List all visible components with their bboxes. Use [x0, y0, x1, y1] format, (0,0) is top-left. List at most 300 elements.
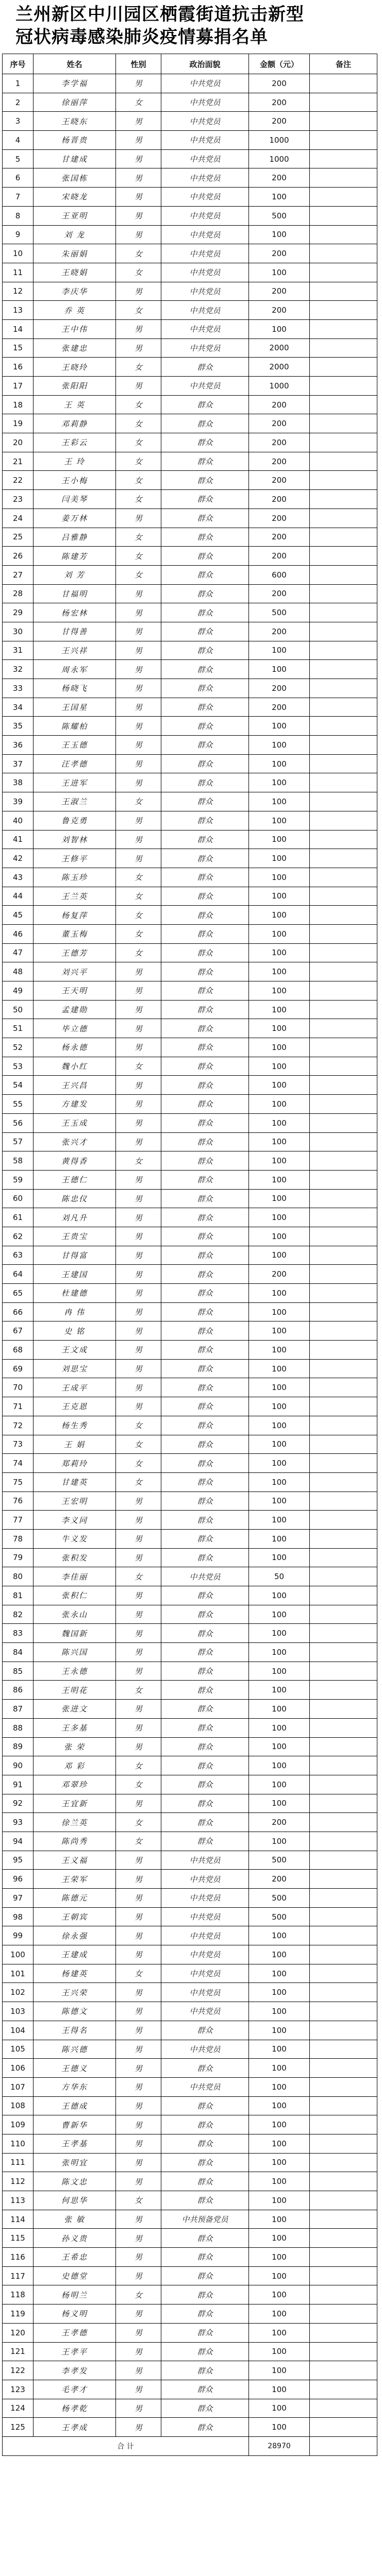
- row-index: 48: [3, 962, 34, 981]
- donation-amount: 100: [249, 1794, 310, 1813]
- remark: [310, 263, 377, 282]
- donor-name: 毛孝才: [34, 2380, 116, 2399]
- donation-amount: 200: [249, 452, 310, 471]
- donation-amount: 100: [249, 1019, 310, 1038]
- donor-gender: 男: [116, 981, 161, 1001]
- remark: [310, 1454, 377, 1473]
- political-status: 群众: [161, 736, 249, 755]
- donor-name: 陈德元: [34, 1889, 116, 1908]
- donor-name: 王多基: [34, 1718, 116, 1737]
- donor-gender: 男: [116, 2002, 161, 2021]
- donation-amount: 200: [249, 433, 310, 452]
- political-status: 群众: [161, 1775, 249, 1794]
- row-index: 71: [3, 1397, 34, 1416]
- political-status: 群众: [161, 2172, 249, 2191]
- political-status: 群众: [161, 962, 249, 981]
- political-status: 群众: [161, 1435, 249, 1454]
- table-row: [3, 2266, 377, 2285]
- row-index: 112: [3, 2172, 34, 2191]
- donation-amount: 100: [249, 1832, 310, 1851]
- row-index: 11: [3, 263, 34, 282]
- donor-name: 李孝发: [34, 2361, 116, 2380]
- row-index: 59: [3, 1170, 34, 1189]
- political-status: 中共党员: [161, 338, 249, 358]
- political-status: 中共党员: [161, 168, 249, 188]
- row-index: 28: [3, 584, 34, 603]
- table-row: [3, 906, 377, 925]
- table-row: [3, 792, 377, 811]
- donation-amount: 100: [249, 2040, 310, 2059]
- donor-name: 张 荣: [34, 1737, 116, 1756]
- political-status: 中共党员: [161, 131, 249, 150]
- donation-amount: 200: [249, 490, 310, 509]
- donation-amount: 100: [249, 2021, 310, 2040]
- row-index: 26: [3, 547, 34, 566]
- donor-gender: 男: [116, 1265, 161, 1284]
- remark: [310, 603, 377, 622]
- row-index: 17: [3, 377, 34, 396]
- donation-amount: 100: [249, 2229, 310, 2248]
- donor-gender: 女: [116, 1567, 161, 1586]
- donation-amount: 100: [249, 2266, 310, 2285]
- row-index: 121: [3, 2342, 34, 2361]
- donor-name: 甘得富: [34, 1246, 116, 1265]
- table-row: [3, 1284, 377, 1303]
- donation-amount: 200: [249, 584, 310, 603]
- table-row: [3, 1700, 377, 1719]
- table-row: [3, 1265, 377, 1284]
- donor-gender: 男: [116, 1870, 161, 1889]
- table-row: [3, 943, 377, 962]
- remark: [310, 1870, 377, 1889]
- remark: [310, 584, 377, 603]
- row-index: 82: [3, 1605, 34, 1624]
- donor-name: 王义福: [34, 1851, 116, 1870]
- political-status: 群众: [161, 1397, 249, 1416]
- political-status: 中共党员: [161, 263, 249, 282]
- donor-name: 王兰英: [34, 887, 116, 906]
- donation-amount: 100: [249, 1775, 310, 1794]
- political-status: 群众: [161, 1529, 249, 1548]
- remark: [310, 547, 377, 566]
- donor-gender: 男: [116, 1038, 161, 1057]
- remark: [310, 1700, 377, 1719]
- table-row: [3, 811, 377, 830]
- political-status: 群众: [161, 2229, 249, 2248]
- row-index: 53: [3, 1057, 34, 1076]
- table-row: [3, 2002, 377, 2021]
- donor-name: 陈耀柏: [34, 717, 116, 736]
- donor-name: 乔 英: [34, 301, 116, 320]
- table-row: [3, 2229, 377, 2248]
- remark: [310, 1586, 377, 1605]
- table-row: [3, 471, 377, 490]
- donor-gender: 男: [116, 206, 161, 225]
- political-status: 群众: [161, 395, 249, 414]
- remark: [310, 395, 377, 414]
- table-row: [3, 2210, 377, 2229]
- political-status: 群众: [161, 2304, 249, 2324]
- donor-gender: 男: [116, 622, 161, 641]
- row-index: 60: [3, 1189, 34, 1208]
- remark: [310, 698, 377, 717]
- political-status: 群众: [161, 906, 249, 925]
- donor-name: 何思华: [34, 2191, 116, 2210]
- donor-gender: 女: [116, 471, 161, 490]
- donation-amount: 100: [249, 2285, 310, 2304]
- row-index: 9: [3, 225, 34, 244]
- donor-gender: 男: [116, 377, 161, 396]
- donor-name: 王德芳: [34, 943, 116, 962]
- table-row: [3, 924, 377, 943]
- donation-amount: 100: [249, 1700, 310, 1719]
- political-status: 群众: [161, 528, 249, 547]
- row-index: 87: [3, 1700, 34, 1719]
- table-row: [3, 263, 377, 282]
- donor-name: 王小梅: [34, 471, 116, 490]
- remark: [310, 1057, 377, 1076]
- donation-amount: 100: [249, 1208, 310, 1227]
- donation-amount: 100: [249, 2002, 310, 2021]
- table-row: [3, 1926, 377, 1945]
- title-line-2: 冠状病毒感染肺炎疫情募捐名单: [15, 27, 268, 47]
- table-row: [3, 1038, 377, 1057]
- row-index: 102: [3, 1983, 34, 2002]
- table-row: [3, 1151, 377, 1171]
- table-row: [3, 830, 377, 849]
- remark: [310, 565, 377, 584]
- remark: [310, 2059, 377, 2078]
- donor-name: 王荣军: [34, 1870, 116, 1889]
- political-status: 中共预备党员: [161, 2210, 249, 2229]
- political-status: 群众: [161, 717, 249, 736]
- donor-name: 曹新华: [34, 2115, 116, 2134]
- remark: [310, 1567, 377, 1586]
- remark: [310, 2191, 377, 2210]
- table-row: [3, 1095, 377, 1114]
- donor-name: 王宏明: [34, 1492, 116, 1511]
- remark: [310, 1246, 377, 1265]
- donor-gender: 男: [116, 1341, 161, 1360]
- donor-gender: 女: [116, 2191, 161, 2210]
- donor-name: 刘智林: [34, 830, 116, 849]
- donation-amount: 1000: [249, 377, 310, 396]
- donor-gender: 男: [116, 1983, 161, 2002]
- political-status: 群众: [161, 868, 249, 887]
- donor-name: 王晓玲: [34, 358, 116, 377]
- remark: [310, 149, 377, 168]
- donor-gender: 女: [116, 1416, 161, 1435]
- donor-name: 王玉成: [34, 1113, 116, 1132]
- donation-amount: 100: [249, 1926, 310, 1945]
- remark: [310, 2229, 377, 2248]
- table-row: [3, 93, 377, 112]
- donor-gender: 男: [116, 2248, 161, 2267]
- row-index: 25: [3, 528, 34, 547]
- donation-table: [2, 54, 377, 2456]
- row-index: 107: [3, 2077, 34, 2096]
- remark: [310, 830, 377, 849]
- table-row: [3, 1302, 377, 1321]
- remark: [310, 1775, 377, 1794]
- row-index: 47: [3, 943, 34, 962]
- remark: [310, 1038, 377, 1057]
- political-status: 群众: [161, 773, 249, 792]
- table-row: [3, 1643, 377, 1662]
- header-row: [3, 54, 377, 74]
- political-status: 中共党员: [161, 282, 249, 301]
- donor-gender: 男: [116, 1794, 161, 1813]
- political-status: 中共党员: [161, 2077, 249, 2096]
- table-row: [3, 2361, 377, 2380]
- donation-amount: 100: [249, 225, 310, 244]
- table-row: [3, 717, 377, 736]
- row-index: 23: [3, 490, 34, 509]
- row-index: 66: [3, 1302, 34, 1321]
- donor-gender: 男: [116, 736, 161, 755]
- table-row: [3, 773, 377, 792]
- table-row: [3, 2096, 377, 2115]
- donor-gender: 男: [116, 1492, 161, 1511]
- remark: [310, 433, 377, 452]
- political-status: 群众: [161, 1718, 249, 1737]
- political-status: 群众: [161, 1624, 249, 1643]
- political-status: 群众: [161, 1700, 249, 1719]
- row-index: 12: [3, 282, 34, 301]
- donation-amount: 100: [249, 924, 310, 943]
- donation-amount: 200: [249, 679, 310, 698]
- row-index: 35: [3, 717, 34, 736]
- donor-gender: 女: [116, 490, 161, 509]
- political-status: 群众: [161, 1643, 249, 1662]
- remark: [310, 1737, 377, 1756]
- political-status: 群众: [161, 924, 249, 943]
- donor-gender: 男: [116, 1132, 161, 1151]
- remark: [310, 225, 377, 244]
- table-row: [3, 338, 377, 358]
- row-index: 70: [3, 1378, 34, 1397]
- remark: [310, 414, 377, 433]
- donation-amount: 100: [249, 2134, 310, 2153]
- table-row: [3, 2304, 377, 2324]
- remark: [310, 1889, 377, 1908]
- row-index: 5: [3, 149, 34, 168]
- donor-name: 李佳丽: [34, 1567, 116, 1586]
- donation-amount: 200: [249, 414, 310, 433]
- donation-amount: 200: [249, 528, 310, 547]
- row-index: 89: [3, 1737, 34, 1756]
- table-row: [3, 1472, 377, 1492]
- donation-amount: 100: [249, 1189, 310, 1208]
- donor-name: 孙义贵: [34, 2229, 116, 2248]
- donor-gender: 女: [116, 868, 161, 887]
- donor-name: 王德仁: [34, 1170, 116, 1189]
- row-index: 63: [3, 1246, 34, 1265]
- donor-name: 杨宏林: [34, 603, 116, 622]
- donor-name: 王国星: [34, 698, 116, 717]
- donor-gender: 女: [116, 943, 161, 962]
- donation-amount: 100: [249, 1624, 310, 1643]
- remark: [310, 1000, 377, 1019]
- donation-amount: 100: [249, 1057, 310, 1076]
- donation-amount: 200: [249, 509, 310, 528]
- table-row: [3, 1907, 377, 1926]
- table-row: [3, 1775, 377, 1794]
- donation-amount: 100: [249, 943, 310, 962]
- row-index: 4: [3, 131, 34, 150]
- remark: [310, 924, 377, 943]
- row-index: 84: [3, 1643, 34, 1662]
- donation-amount: 100: [249, 962, 310, 981]
- political-status: 群众: [161, 565, 249, 584]
- table-row: [3, 1057, 377, 1076]
- row-index: 41: [3, 830, 34, 849]
- donor-name: 史 铭: [34, 1321, 116, 1341]
- row-index: 8: [3, 206, 34, 225]
- donor-name: 张建忠: [34, 338, 116, 358]
- row-index: 105: [3, 2040, 34, 2059]
- political-status: 群众: [161, 1492, 249, 1511]
- table-row: [3, 1359, 377, 1378]
- donor-gender: 女: [116, 301, 161, 320]
- donor-gender: 女: [116, 93, 161, 112]
- donation-amount: 1000: [249, 149, 310, 168]
- row-index: 2: [3, 93, 34, 112]
- table-row: [3, 1227, 377, 1246]
- remark: [310, 1095, 377, 1114]
- donor-gender: 男: [116, 2380, 161, 2399]
- table-row: [3, 1794, 377, 1813]
- political-status: 群众: [161, 1378, 249, 1397]
- donor-name: 王永德: [34, 1662, 116, 1681]
- donor-name: 李义同: [34, 1511, 116, 1530]
- row-index: 106: [3, 2059, 34, 2078]
- row-index: 117: [3, 2266, 34, 2285]
- remark: [310, 792, 377, 811]
- political-status: 群众: [161, 2191, 249, 2210]
- row-index: 111: [3, 2153, 34, 2172]
- donor-gender: 男: [116, 1624, 161, 1643]
- row-index: 123: [3, 2380, 34, 2399]
- donor-gender: 男: [116, 641, 161, 660]
- remark: [310, 1813, 377, 1832]
- donor-name: 王 英: [34, 395, 116, 414]
- donor-name: 甘建英: [34, 1472, 116, 1492]
- political-status: 中共党员: [161, 1851, 249, 1870]
- table-row: [3, 2248, 377, 2267]
- donor-gender: 女: [116, 1681, 161, 1700]
- row-index: 101: [3, 1964, 34, 1983]
- donor-name: 陈忠仪: [34, 1189, 116, 1208]
- political-status: 群众: [161, 2399, 249, 2418]
- donor-gender: 男: [116, 1321, 161, 1341]
- donation-amount: 100: [249, 2380, 310, 2399]
- donor-gender: 男: [116, 1113, 161, 1132]
- table-row: [3, 188, 377, 207]
- donor-gender: 男: [116, 2172, 161, 2191]
- table-row: [3, 1737, 377, 1756]
- donor-name: 王中伟: [34, 319, 116, 338]
- donor-gender: 男: [116, 2342, 161, 2361]
- remark: [310, 1511, 377, 1530]
- political-status: 中共党员: [161, 1870, 249, 1889]
- donation-amount: 100: [249, 1170, 310, 1189]
- donor-name: 宋晓龙: [34, 188, 116, 207]
- donor-gender: 男: [116, 1019, 161, 1038]
- remark: [310, 660, 377, 679]
- donor-gender: 男: [116, 1926, 161, 1945]
- political-status: 群众: [161, 622, 249, 641]
- donation-amount: 100: [249, 2153, 310, 2172]
- donor-name: 刘兴平: [34, 962, 116, 981]
- donor-name: 王贵宝: [34, 1227, 116, 1246]
- row-index: 74: [3, 1454, 34, 1473]
- donor-gender: 男: [116, 168, 161, 188]
- total-amount-cell: 28970: [249, 2436, 310, 2455]
- table-row: [3, 2172, 377, 2191]
- donor-name: 王淑兰: [34, 792, 116, 811]
- remark: [310, 622, 377, 641]
- donor-name: 杨晓飞: [34, 679, 116, 698]
- header-name: 姓名: [34, 54, 116, 74]
- donor-name: 王希忠: [34, 2248, 116, 2267]
- table-row: [3, 1662, 377, 1681]
- table-row: [3, 1624, 377, 1643]
- donation-amount: 100: [249, 1132, 310, 1151]
- table-row: [3, 1321, 377, 1341]
- remark: [310, 2021, 377, 2040]
- donor-name: 杨义明: [34, 2304, 116, 2324]
- donor-name: 魏小红: [34, 1057, 116, 1076]
- donation-amount: 100: [249, 1511, 310, 1530]
- row-index: 96: [3, 1870, 34, 1889]
- donor-gender: 男: [116, 2266, 161, 2285]
- donor-gender: 男: [116, 584, 161, 603]
- table-row: [3, 2134, 377, 2153]
- donor-gender: 男: [116, 754, 161, 773]
- political-status: 群众: [161, 358, 249, 377]
- table-row: [3, 1076, 377, 1095]
- donation-amount: 200: [249, 282, 310, 301]
- row-index: 90: [3, 1756, 34, 1775]
- donor-name: 张 敏: [34, 2210, 116, 2229]
- remark: [310, 188, 377, 207]
- political-status: 群众: [161, 1246, 249, 1265]
- donor-gender: 女: [116, 1057, 161, 1076]
- row-index: 110: [3, 2134, 34, 2153]
- political-status: 群众: [161, 1605, 249, 1624]
- donation-amount: 200: [249, 471, 310, 490]
- donor-gender: 男: [116, 1700, 161, 1719]
- political-status: 中共党员: [161, 1945, 249, 1964]
- row-index: 19: [3, 414, 34, 433]
- table-row: [3, 2115, 377, 2134]
- donation-amount: 100: [249, 2077, 310, 2096]
- remark: [310, 338, 377, 358]
- donor-name: 刘凡升: [34, 1208, 116, 1227]
- row-index: 58: [3, 1151, 34, 1171]
- table-row: [3, 1378, 377, 1397]
- donor-gender: 男: [116, 1907, 161, 1926]
- remark: [310, 1321, 377, 1341]
- donation-amount: 500: [249, 1907, 310, 1926]
- header-political-status: 政治面貌: [161, 54, 249, 74]
- donor-name: 陈建芳: [34, 547, 116, 566]
- table-row: [3, 1567, 377, 1586]
- remark: [310, 1019, 377, 1038]
- table-row: [3, 74, 377, 93]
- political-status: 群众: [161, 471, 249, 490]
